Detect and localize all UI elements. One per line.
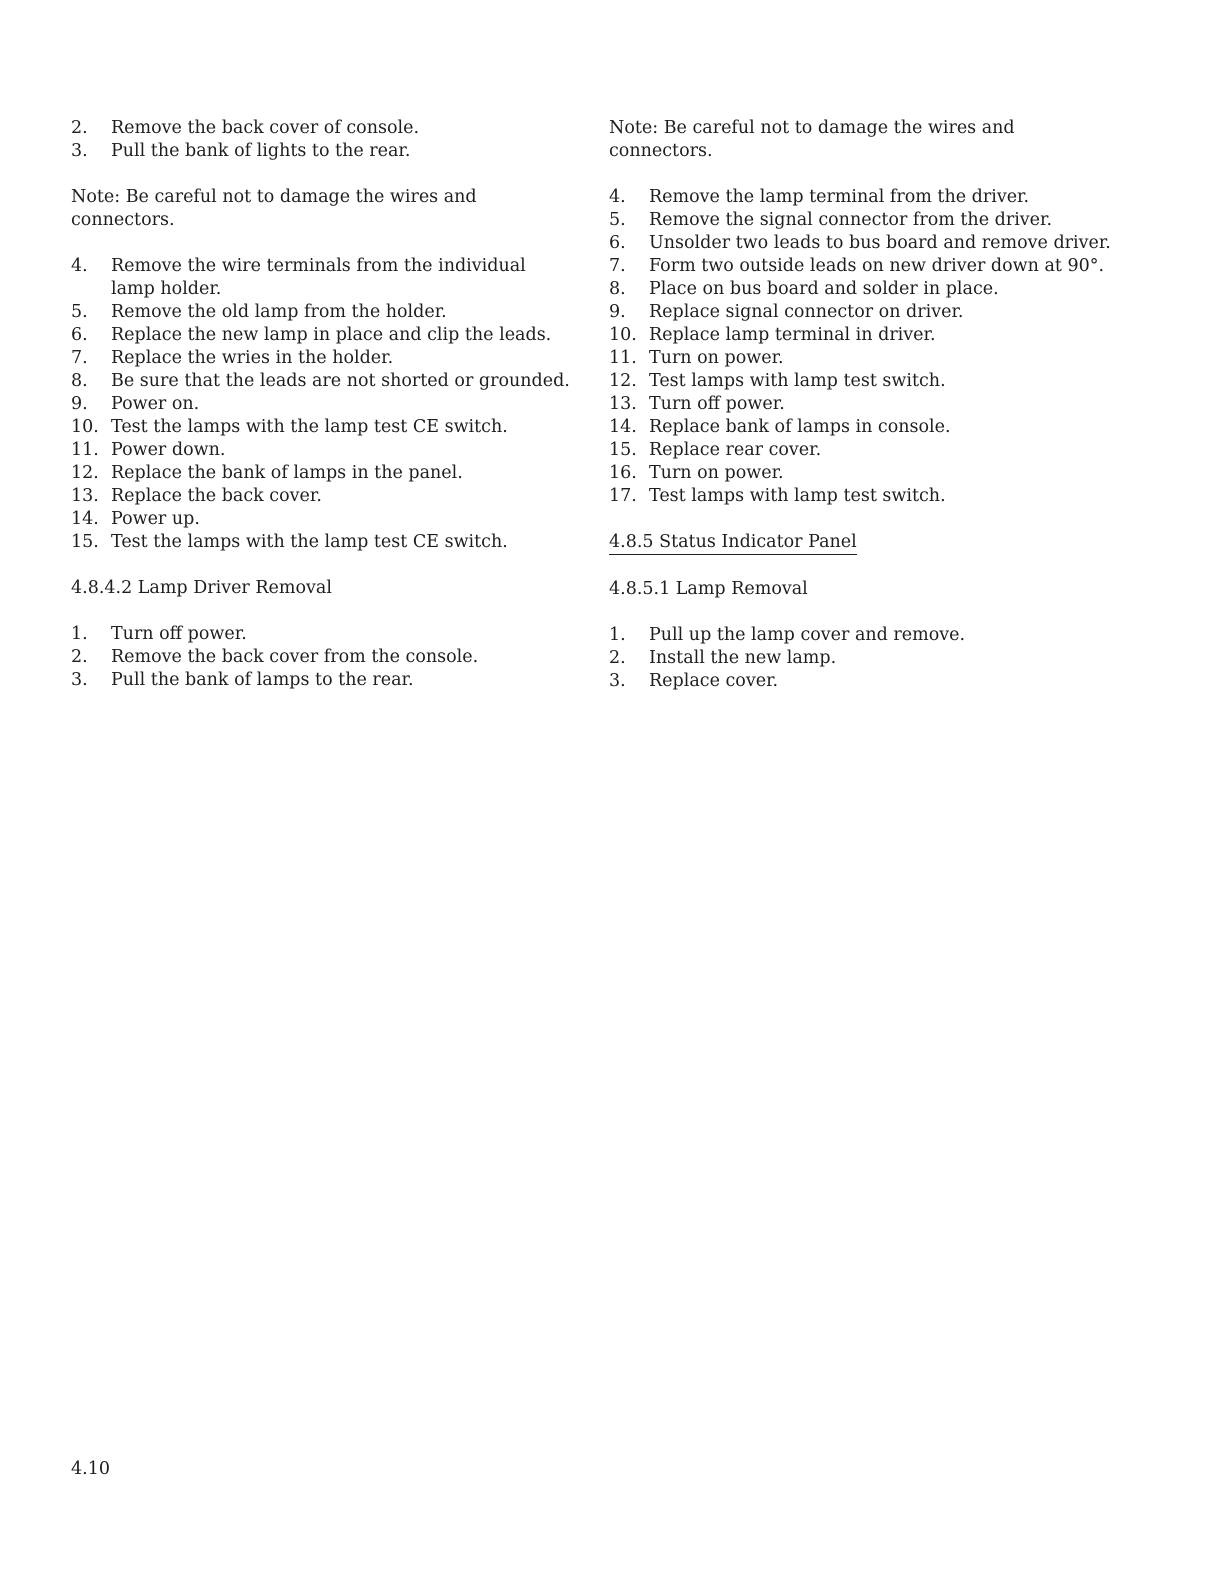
step-number: 11. bbox=[609, 348, 637, 368]
list-item bbox=[71, 416, 571, 439]
step-number: 8. bbox=[71, 371, 88, 391]
step-number: 3. bbox=[609, 671, 626, 691]
step-number: 7. bbox=[71, 348, 88, 368]
list-item bbox=[609, 324, 1114, 347]
step-number: 6. bbox=[71, 325, 88, 345]
step-number: 2. bbox=[609, 648, 626, 668]
step-number: 13. bbox=[71, 486, 99, 506]
list-item bbox=[609, 186, 1114, 209]
spacer bbox=[71, 232, 571, 255]
step-text: Test lamps with lamp test switch. bbox=[649, 371, 946, 391]
list-item bbox=[71, 140, 571, 163]
page-number: 4.10 bbox=[71, 1459, 110, 1479]
list-item bbox=[609, 301, 1114, 324]
step-text: Replace the wries in the holder. bbox=[111, 348, 394, 368]
spacer bbox=[71, 554, 571, 577]
step-text: Replace the bank of lamps in the panel. bbox=[111, 463, 463, 483]
step-text: Replace the new lamp in place and clip the leads. bbox=[111, 325, 552, 345]
list-item bbox=[609, 647, 1114, 670]
step-list-continued bbox=[71, 117, 571, 163]
step-text: Remove the wire terminals from the individual lamp holder. bbox=[111, 256, 526, 299]
step-number: 8. bbox=[609, 279, 626, 299]
list-item bbox=[71, 508, 571, 531]
step-number: 5. bbox=[71, 302, 88, 322]
left-column bbox=[71, 117, 571, 692]
step-number: 2. bbox=[71, 118, 88, 138]
step-text: Unsolder two leads to bus board and remove driver. bbox=[649, 233, 1111, 253]
spacer bbox=[609, 601, 1114, 624]
list-item bbox=[71, 623, 571, 646]
list-item bbox=[609, 370, 1114, 393]
list-item bbox=[609, 624, 1114, 647]
step-text: Install the new lamp. bbox=[649, 648, 837, 668]
step-number: 15. bbox=[71, 532, 99, 552]
step-number: 12. bbox=[71, 463, 99, 483]
step-number: 9. bbox=[609, 302, 626, 322]
step-text: Pull the bank of lamps to the rear. bbox=[111, 670, 414, 690]
spacer bbox=[609, 163, 1114, 186]
step-text: Replace the back cover. bbox=[111, 486, 322, 506]
step-number: 14. bbox=[71, 509, 99, 529]
step-text: Test the lamps with the lamp test CE switch. bbox=[111, 417, 508, 437]
step-number: 3. bbox=[71, 141, 88, 161]
step-number: 4. bbox=[609, 187, 626, 207]
step-text: Pull up the lamp cover and remove. bbox=[649, 625, 966, 645]
step-text: Remove the lamp terminal from the driver. bbox=[649, 187, 1030, 207]
step-text: Replace bank of lamps in console. bbox=[649, 417, 951, 437]
step-text: Power on. bbox=[111, 394, 200, 414]
step-number: 11. bbox=[71, 440, 99, 460]
list-item bbox=[609, 416, 1114, 439]
step-text: Power up. bbox=[111, 509, 200, 529]
step-number: 10. bbox=[609, 325, 637, 345]
spacer bbox=[609, 508, 1114, 531]
step-number: 15. bbox=[609, 440, 637, 460]
step-text: Turn on power. bbox=[649, 348, 784, 368]
step-text: Test the lamps with the lamp test CE switch. bbox=[111, 532, 508, 552]
right-column bbox=[609, 117, 1114, 693]
step-text: Pull the bank of lights to the rear. bbox=[111, 141, 411, 161]
list-item bbox=[609, 209, 1114, 232]
list-item bbox=[71, 462, 571, 485]
step-number: 6. bbox=[609, 233, 626, 253]
step-text: Test lamps with lamp test switch. bbox=[649, 486, 946, 506]
step-text: Turn off power. bbox=[111, 624, 247, 644]
underlined-heading-text: 4.8.5 Status Indicator Panel bbox=[609, 532, 857, 555]
step-number: 13. bbox=[609, 394, 637, 414]
step-number: 9. bbox=[71, 394, 88, 414]
lamp-removal-steps bbox=[609, 624, 1114, 693]
step-number: 10. bbox=[71, 417, 99, 437]
list-item bbox=[71, 485, 571, 508]
list-item bbox=[71, 669, 571, 692]
list-item bbox=[71, 370, 571, 393]
step-number: 14. bbox=[609, 417, 637, 437]
spacer bbox=[71, 600, 571, 623]
step-text: Be sure that the leads are not shorted or grounded. bbox=[111, 371, 570, 391]
list-item bbox=[609, 255, 1114, 278]
note-text: Note: Be careful not to damage the wires and connectors. bbox=[71, 187, 477, 230]
step-text: Remove the back cover of console. bbox=[111, 118, 420, 138]
step-text: Replace rear cover. bbox=[649, 440, 822, 460]
list-item bbox=[609, 485, 1114, 508]
step-number: 2. bbox=[71, 647, 88, 667]
step-text: Remove the old lamp from the holder. bbox=[111, 302, 447, 322]
step-number: 4. bbox=[71, 256, 88, 276]
list-item bbox=[609, 278, 1114, 301]
list-item bbox=[71, 531, 571, 554]
spacer bbox=[609, 555, 1114, 578]
driver-replacement-steps bbox=[609, 186, 1114, 508]
step-text: Remove the signal connector from the driver. bbox=[649, 210, 1053, 230]
step-text: Turn off power. bbox=[649, 394, 785, 414]
lamp-driver-removal-steps bbox=[71, 623, 571, 692]
step-number: 1. bbox=[609, 625, 626, 645]
step-number: 17. bbox=[609, 486, 637, 506]
list-item bbox=[609, 462, 1114, 485]
list-item bbox=[71, 117, 571, 140]
step-number: 16. bbox=[609, 463, 637, 483]
spacer bbox=[71, 163, 571, 186]
lamp-replacement-steps bbox=[71, 255, 571, 554]
step-text: Remove the back cover from the console. bbox=[111, 647, 479, 667]
list-item bbox=[71, 646, 571, 669]
step-text: Turn on power. bbox=[649, 463, 784, 483]
step-text: Form two outside leads on new driver down at 90°. bbox=[649, 256, 1105, 276]
list-item bbox=[609, 347, 1114, 370]
list-item bbox=[71, 393, 571, 416]
section-heading-lamp-driver-removal: 4.8.4.2 Lamp Driver Removal bbox=[71, 578, 332, 598]
list-item bbox=[609, 232, 1114, 255]
step-number: 1. bbox=[71, 624, 88, 644]
list-item bbox=[609, 439, 1114, 462]
subheading-lamp-removal: 4.8.5.1 Lamp Removal bbox=[609, 579, 808, 599]
step-text: Place on bus board and solder in place. bbox=[649, 279, 999, 299]
section-heading-status-indicator-panel bbox=[609, 531, 1114, 555]
list-item bbox=[71, 439, 571, 462]
step-text: Power down. bbox=[111, 440, 226, 460]
step-text: Replace signal connector on driver. bbox=[649, 302, 964, 322]
list-item bbox=[71, 301, 571, 324]
list-item bbox=[71, 255, 571, 301]
list-item bbox=[609, 393, 1114, 416]
list-item bbox=[71, 347, 571, 370]
step-text: Replace cover. bbox=[649, 671, 779, 691]
list-item bbox=[71, 324, 571, 347]
step-text: Replace lamp terminal in driver. bbox=[649, 325, 936, 345]
note-text: Note: Be careful not to damage the wires and connectors. bbox=[609, 118, 1015, 161]
step-number: 3. bbox=[71, 670, 88, 690]
step-number: 12. bbox=[609, 371, 637, 391]
step-number: 5. bbox=[609, 210, 626, 230]
step-number: 7. bbox=[609, 256, 626, 276]
list-item bbox=[609, 670, 1114, 693]
